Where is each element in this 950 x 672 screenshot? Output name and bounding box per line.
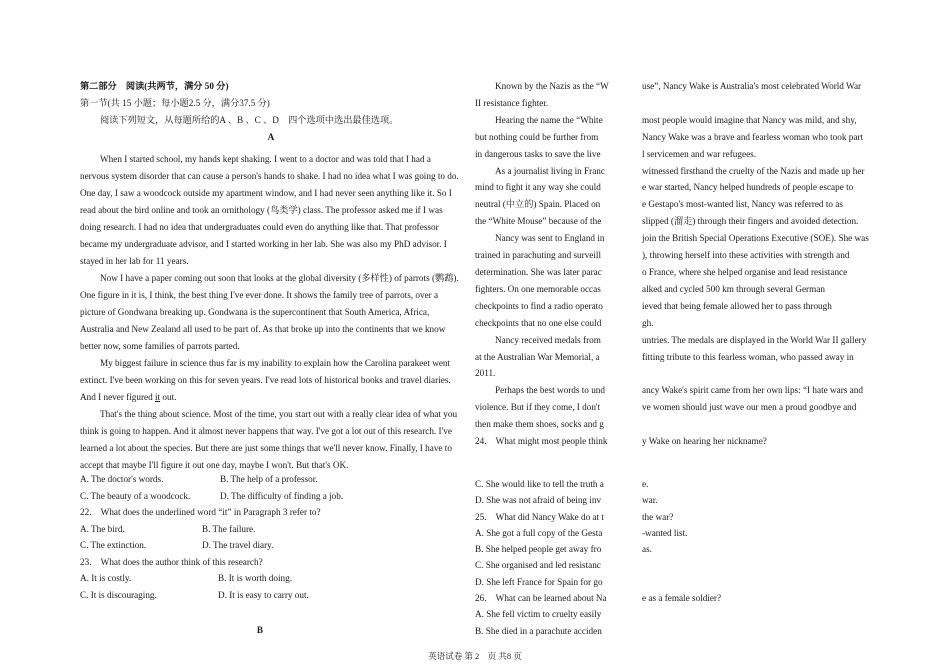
right-b-line: o France, where she helped organise and lead resistance [642,266,848,277]
right-a-line: Perhaps the best words to und [495,385,605,396]
right-lower-a-line: C. She would like to tell the truth a [475,479,604,489]
right-a-line: Nancy received medals from [495,334,601,345]
right-lower-a-line: C. She organised and led resistanc [475,560,601,571]
passage-a-paragraph-3: My biggest failure in science thus far is my inability to explain how the Carolina parakeet went extinct. I've been working on this for seven years. I've read lots of historical books and travel diaries. And I never figured it out. [80,358,451,402]
right-a-line: fighters. On one memorable occas [475,283,601,294]
right-b-line: ieved that being female allowed her to pass through [642,300,832,311]
right-lower-b-line: e as a female soldier? [642,593,722,604]
q21-option-a: A. The doctor's words. [80,474,164,484]
right-lower-b-line: -wanted list. [642,527,688,538]
right-a-line: but nothing could be further from [475,131,599,142]
right-a-line: then make them shoes, socks and g [475,419,604,430]
passage-a [80,151,462,470]
right-lower-a-line: A. She got a full copy of the Gesta [475,527,603,538]
q22-option-a: A. The bird. [80,523,125,534]
right-a-line: As a journalist living in Franc [495,165,605,176]
right-a-line: the “White Mouse” because of the [475,216,602,227]
right-b-line: most people would imagine that Nancy was mild, and shy, [642,114,857,125]
q21-options-row-1 [80,471,462,488]
right-a-line: checkpoints to find a radio operato [475,300,603,311]
right-b-line: y Wake on hearing her nickname? [642,436,767,447]
right-a-line: checkpoints that no one else could [475,317,602,328]
page-footer: 英语试卷 第 2 页 共8 页 [428,651,522,661]
right-b-line [642,95,882,112]
q22-options-row-2 [80,537,462,554]
right-b-line: e war started, Nancy helped hundreds of people escape to [642,182,854,193]
right-lower-a-line: D. She was not afraid of being inv [475,495,602,506]
q21-option-c: C. The beauty of a woodcock. [80,490,191,501]
q23-option-a: A. It is costly. [80,573,132,583]
right-a-line: violence. But if they come, I don't [475,402,601,413]
q22-option-c: C. The extinction. [80,540,147,550]
q22-option-d: D. The travel diary. [202,540,274,550]
right-b-line [642,416,882,433]
right-lower-a-line: B. She helped people get away fro [475,544,602,555]
right-b-line: alked and cycled 500 km through several German [642,283,825,294]
right-lower-b-line: war. [642,495,658,506]
q21-option-b: B. The help of a professor. [220,474,318,484]
right-a-line: determination. She was later parac [475,266,602,277]
left-questions [80,471,462,603]
passage-a-paragraph-4: That's the thing about science. Most of the time, you start out with a really clear idea of what you think is going to happen. And it almost never happens that way. I've got a lot out of this research. I've learned a lot about the species. But there are just some things that we'll never know. Finally, I have to accept that maybe I'll figure it out one day, maybe I won't. But that's OK. [80,409,458,470]
q22-option-b: B. The failure. [202,523,256,534]
right-a-line: 24. What might most people think [475,436,608,447]
right-a-line: 2011. [475,368,496,379]
right-lower-b-line [642,557,882,573]
right-a-line: Hearing the name the “White [495,114,603,125]
q21-option-d: D. The difficulty of finding a job. [220,490,344,501]
right-a-line: at the Australian War Memorial, a [475,351,600,362]
passage-a-label: A [267,132,275,142]
q23-option-b: B. It is worth doing. [218,573,293,583]
right-lower-right-part [642,476,882,606]
part-title: 第二部分 阅读(共两节，满分 50 分) [80,81,229,91]
right-a-line: mind to fight it any way she could [475,182,601,193]
underlined-it: it [155,392,161,402]
right-lower-a-line: 25. What did Nancy Wake do at t [475,511,604,522]
right-column-right-part [642,78,882,450]
q23-options-row-1 [80,570,462,587]
right-lower-a-line: A. She fell victim to cruelty easily [475,609,602,620]
passage-a-paragraph-1: When I started school, my hands kept shaking. I went to a doctor and was told that I had a nervous system disorder that can cause a person's hands to shake. I had no idea what I was going to do. One day, I saw a woodcock outside my apartment window, and I had never seen anything like it. So I read about the bird online and took an ornithology (鸟类学) class. The professor asked me if I was doing research. I had no idea that undergraduates could even do anything like that. That professor became my undergraduate advisor, and I started working in her lab. She was also my PhD advisor. I stayed in her lab for 11 years. [80,154,459,266]
right-b-line [642,365,882,382]
right-b-line: slipped (溜走) through their fingers and avoided detection. [642,216,859,227]
right-a-line: Nancy was sent to England in [495,233,605,244]
passage-a-paragraph-2: Now I have a paper coming out soon that looks at the global diversity (多样性) of parrots (鹦鹉). One figure in it is, I think, the best thing I've ever done. It shows the family tree of parrots, over a picture of Gondwana breaking up. Gondwana is the supercontinent that South America, Africa, Australia and New Zealand all used to be part of. As that broke up into the continents that we know better now, some families of parrots parted. [80,273,459,351]
q23-options-row-2 [80,587,462,604]
right-a-line: neutral (中立的) Spain. Placed on [475,199,601,210]
right-lower-b-line: the war? [642,511,674,522]
section1-title: 第一节(共 15 小题；每小题2.5 分，满分37.5 分) [80,98,270,108]
q23: 23. What does the author think of this research? [80,556,263,567]
right-lower-a-line: D. She left France for Spain for go [475,576,603,587]
q22-options-row-1 [80,521,462,538]
right-lower-b-line: as. [642,544,652,555]
right-b-line: ancy Wake's spirit came from her own lips: “I hate wars and [642,385,863,396]
right-b-line: l servicemen and war refugees. [642,148,757,159]
right-b-line: join the British Special Operations Executive (SOE). She was [642,233,869,244]
right-lower-a-line: 26. What can be learned about Na [475,593,607,604]
right-b-line: fitting tribute to this fearless woman, who passed away in [642,351,854,362]
right-a-line: II resistance fighter. [475,97,549,108]
right-b-line: ve women should just wave our men a proud goodbye and [642,402,857,413]
q23-option-d: D. It is easy to carry out. [218,589,309,600]
right-lower-a-line: B. She died in a parachute acciden [475,625,602,636]
right-b-line: use”, Nancy Wake is Australia's most celebrated World War [642,81,862,91]
right-lower-b-line [642,574,882,590]
instructions: 阅读下列短文，从每题所给的A 、B 、C 、D 四个选项中选出最佳选项。 [100,115,399,125]
passage-b-label: B [256,625,264,635]
right-b-line: e Gestapo's most-wanted list, Nancy was referred to as [642,199,843,210]
q21-options-row-2 [80,488,462,505]
q23-option-c: C. It is discouraging. [80,589,157,600]
right-b-line: witnessed firsthand the cruelty of the Nazis and made up her [642,165,865,176]
right-lower-b-line: e. [642,479,649,489]
right-a-line: in dangerous tasks to save the live [475,148,601,159]
q22: 22. What does the underlined word “it” in Paragraph 3 refer to? [80,507,321,517]
right-b-line: gh. [642,317,654,328]
right-column-left-part [475,78,609,450]
right-a-line: Known by the Nazis as the “W [495,81,609,91]
right-lower-left-part [475,476,605,639]
left-column [80,78,462,470]
right-b-line: Nancy Wake was a brave and fearless woman who took part [642,131,864,142]
right-b-line: untries. The medals are displayed in the World War II gallery [642,334,867,345]
right-b-line: ), throwing herself into these activities with strength and [642,250,850,261]
right-a-line: trained in parachuting and surveill [475,250,602,261]
